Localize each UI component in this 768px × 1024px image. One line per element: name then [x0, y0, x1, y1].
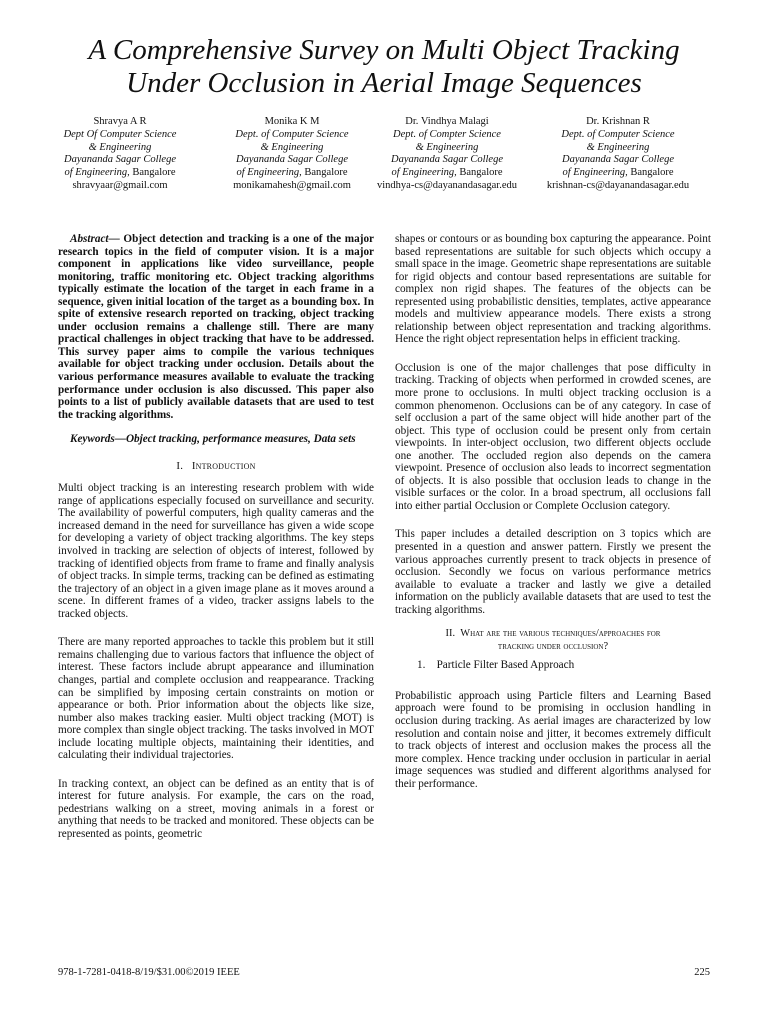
author-email: monikamahesh@gmail.com: [233, 179, 351, 191]
author-dept: Dept. of Computer Science: [561, 128, 675, 140]
author-dept: Dept. of Computer Science: [235, 128, 349, 140]
page-footer: [58, 967, 710, 978]
author-email: shravyaar@gmail.com: [72, 179, 168, 191]
title-line-1: A Comprehensive Survey on Multi Object Tracking: [88, 34, 680, 66]
author-inst: of Engineering,: [562, 167, 628, 179]
paragraph: shapes or contours or as bounding box capturing the appearance. Point based representations are suitable for such objects which occupy a small space in the image. Geometric shape representations are suitable for rigid objects and contour based representations are suitable for complex non rigid shapes. The features of the objects can be represented using probabilistic densities, templates, active appearance models and multiview appearance models. There exists a strong relationship between object representation and tracking algorithms. Hence the right object representation helps in efficient tracking.: [395, 233, 711, 346]
abstract: [58, 233, 374, 421]
paragraph: Multi object tracking is an interesting research problem with wide range of applications especially focused on surveillance and security. The availability of powerful computers, high quality cameras and the increased demand in the need for surveillance has given a wide scope for developing a variety of object tracking algorithms. The key steps involved in tracking are selection of objects of interest, followed by tracking of identified objects from frame to frame and finally analysis of object tracks. In simple terms, tracking can be defined as estimating the trajectory of an object in a given image plane as it moves around a scene. In different frames of a video, tracker assigns labels to the tracked objects.: [58, 482, 374, 620]
author-1: [25, 116, 215, 193]
subsection-heading: [417, 659, 711, 672]
author-dept-2: & Engineering: [586, 141, 650, 153]
footer-isbn: 978-1-7281-0418-8/19/$31.00©2019 IEEE: [58, 967, 240, 978]
paragraph: Probabilistic approach using Particle filters and Learning Based approach were found to be promising in occlusion handling in occlusion during tracking. As aerial images are characterized by low resolution and contain noise and jitter, it becomes extremely difficult to track objects of interest and occlusion makes the process all the more complex. Hence tracking under occlusion in particular in aerial image sequences was studied and different algorithms analysed for their performance.: [395, 689, 711, 790]
author-inst: of Engineering,: [64, 167, 130, 179]
author-college: Dayananda Sagar College: [391, 154, 503, 166]
author-dept: Dept. of Compter Science: [393, 128, 501, 140]
author-college: Dayananda Sagar College: [64, 154, 176, 166]
section-title-line-2: tracking under occlusion?: [497, 640, 609, 652]
paragraph: In tracking context, an object can be defined as an entity that is of interest for future analysis. For example, the cars on the road, pedestrians walking on a street, moving animals in a forest or anything that needs to be tracked and monitored. These objects can be represented as points, geometric: [58, 777, 374, 840]
paper-title: [0, 34, 768, 100]
title-line-2: Under Occlusion in Aerial Image Sequences: [126, 67, 642, 99]
author-3: [352, 116, 542, 193]
author-block: [0, 116, 768, 196]
author-city: Bangalore: [456, 167, 503, 179]
right-column: [395, 233, 711, 802]
section-heading-introduction: [58, 460, 374, 473]
author-dept-2: & Engineering: [88, 141, 152, 153]
author-college: Dayananda Sagar College: [562, 154, 674, 166]
section-heading-techniques: [395, 628, 711, 653]
author-4: [523, 116, 713, 193]
author-name: Dr. Vindhya Malagi: [405, 116, 489, 127]
author-city: Bangalore: [301, 167, 348, 179]
subsection-number: 1.: [417, 659, 426, 672]
author-dept: Dept Of Computer Science: [63, 128, 177, 140]
paragraph: Occlusion is one of the major challenges that pose difficulty in tracking. Tracking of objects when performed in crowded scenes, are more prone to occlusions. In multi object tracking occlusion is a common phenomenon. Occlusions can be of any category. In case of self occlusion a part of the same object will hide another part of the object. This type of occlusion could be present only from certain viewpoints. In inter-object occlusion, two different objects occlude one another. The occluded region also depends on the camera viewpoint. Presence of occlusion also leads to incorrect segmentation of objects. It is also possible that occlusion leads to change in the visible surfaces or the color. In a broad spectrum, all occlusions fall into either partial Occlusion or Complete Occlusion category.: [395, 361, 711, 512]
author-inst: of Engineering,: [236, 167, 302, 179]
section-title: Introduction: [191, 459, 256, 472]
section-number: I.: [176, 459, 184, 472]
author-city: Bangalore: [627, 167, 674, 179]
author-email: krishnan-cs@dayanandasagar.edu: [546, 179, 690, 191]
subsection-title: Particle Filter Based Approach: [436, 659, 575, 672]
author-inst: of Engineering,: [391, 167, 457, 179]
keywords: [58, 433, 374, 446]
page-number: 225: [694, 967, 710, 978]
author-college: Dayananda Sagar College: [236, 154, 348, 166]
paragraph: This paper includes a detailed description on 3 topics which are presented in a question and answer pattern. Firstly we present the various approaches currently present to track objects in presence of occlusion. Secondly we focus on various performance metrics available to evaluate a tracker and lastly we give a detailed information on the publicly available datasets that are used to test the tracking algorithms.: [395, 528, 711, 616]
abstract-text: Object detection and tracking is a one of the major research topics in the field of computer vision. It is a major component in applications like video surveillance, people monitoring, traffic monitoring etc. Object tracking algorithms typically estimate the location of the target in each frame in a sequence, given initial location of the target as a bounding box. In spite of extensive research reported on tracking, object tracking under occlusion remains a challenge still. There are many practical challenges in object tracking that have to be addressed. This survey paper aims to compile the various techniques available for object tracking under occlusion. Details about the various performance measures available to evaluate the tracking performance under occlusion is also discussed. This paper also points to a list of publicly available datasets that are used to test the tracking algorithms.: [58, 233, 374, 421]
author-name: Shravya A R: [93, 116, 147, 127]
left-column: [58, 233, 374, 853]
author-email: vindhya-cs@dayanandasagar.edu: [377, 179, 517, 191]
author-dept-2: & Engineering: [260, 141, 324, 153]
abstract-label: Abstract: [70, 233, 109, 245]
keywords-label: Keywords: [70, 433, 115, 446]
author-city: Bangalore: [129, 167, 176, 179]
author-dept-2: & Engineering: [415, 141, 479, 153]
abstract-dash: —: [108, 233, 124, 245]
section-number: II.: [445, 628, 456, 640]
paragraph: There are many reported approaches to tackle this problem but it still remains challenging due to various factors that influence the object of interest. These factors include abrupt appearance and illumination changes, partial and complete occlusion and reappearance. Tracking can be simplified by imposing certain constraints on motion or appearance or both. Prior information about the objects like size, number also makes tracking easier. Multi object tracking (MOT) is more complex than single object tracking. The tasks involved in MOT include locating multiple objects, maintaining their identities, and calculating their individual trajectories.: [58, 636, 374, 762]
author-name: Dr. Krishnan R: [586, 116, 650, 127]
section-title-line-1: What are the various techniques/approaches for: [460, 628, 661, 640]
author-name: Monika K M: [264, 116, 320, 127]
keywords-text: —Object tracking, performance measures, Data sets: [114, 433, 356, 446]
